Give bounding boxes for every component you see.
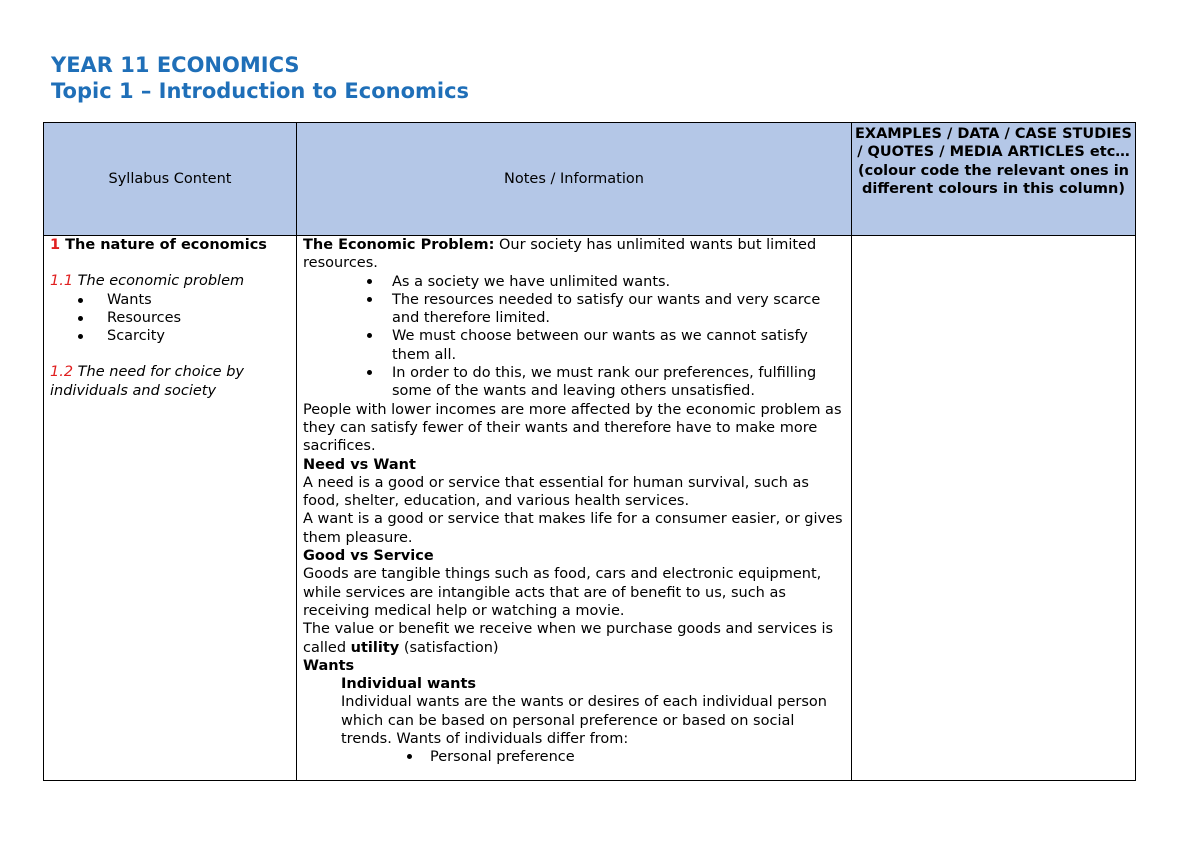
table-body-row bbox=[44, 236, 1136, 781]
subsection-2-title: The need for choice by individuals and society bbox=[50, 364, 244, 399]
want-paragraph: A want is a good or service that makes life for a consumer easier, or gives them pleasure. bbox=[303, 511, 843, 546]
column-header-examples-note: (colour code the relevant ones in different colours in this column) bbox=[857, 162, 1129, 197]
list-item: In order to do this, we must rank our preferences, fulfilling some of the wants and leaving others unsatisfied. bbox=[303, 364, 845, 401]
table-header-row bbox=[44, 123, 1136, 236]
column-header-notes: Notes / Information bbox=[297, 123, 852, 236]
document-header bbox=[51, 52, 469, 104]
document-subtitle: Topic 1 – Introduction to Economics bbox=[51, 79, 470, 103]
list-item: Wants bbox=[50, 291, 292, 309]
list-item: Scarcity bbox=[50, 327, 292, 345]
notes-cell bbox=[297, 236, 852, 781]
list-item: We must choose between our wants as we cannot satisfy them all. bbox=[303, 327, 845, 364]
economic-problem-list bbox=[303, 273, 845, 401]
individual-wants-list bbox=[303, 748, 845, 766]
utility-term: utility bbox=[350, 639, 400, 656]
list-item: Personal preference bbox=[303, 748, 845, 766]
section-number: 1 bbox=[50, 237, 61, 253]
section-title: The nature of economics bbox=[60, 237, 267, 253]
need-vs-want-heading: Need vs Want bbox=[303, 456, 416, 473]
subsection-1 bbox=[50, 272, 292, 290]
economic-problem-text: Our society has unlimited wants but limited resources. bbox=[303, 237, 817, 272]
wants-heading: Wants bbox=[303, 657, 355, 674]
low-income-paragraph: People with lower incomes are more affected by the economic problem as they can satisfy fewer of their wants and therefore have to make more sacrifices. bbox=[303, 401, 842, 455]
subsection-2 bbox=[50, 363, 292, 400]
individual-wants-paragraph: Individual wants are the wants or desires of each individual person which can be based on personal preference or based on social trends. Wants of individuals differ from: bbox=[341, 694, 827, 748]
utility-text-post: (satisfaction) bbox=[399, 639, 499, 656]
syllabus-table bbox=[43, 122, 1136, 781]
economic-problem-heading: The Economic Problem: bbox=[303, 237, 495, 253]
subsection-1-list bbox=[50, 291, 292, 346]
column-header-examples-title: EXAMPLES / DATA / CASE STUDIES / QUOTES / MEDIA ARTICLES etc… bbox=[854, 126, 1132, 161]
syllabus-content-cell bbox=[44, 236, 297, 781]
utility-text-pre: The value or benefit we receive when we purchase goods and services is called bbox=[303, 621, 834, 656]
column-header-syllabus: Syllabus Content bbox=[44, 123, 297, 236]
utility-paragraph bbox=[303, 620, 845, 657]
goods-paragraph: Goods are tangible things such as food, cars and electronic equipment, while services are intangible acts that are of benefit to us, such as receiving medical help or watching a movie. bbox=[303, 566, 822, 619]
list-item: The resources needed to satisfy our wants and very scarce and therefore limited. bbox=[303, 291, 845, 328]
subsection-1-number: 1.1 bbox=[50, 273, 74, 290]
list-item: Resources bbox=[50, 309, 292, 327]
subsection-2-number: 1.2 bbox=[50, 364, 74, 381]
need-paragraph: A need is a good or service that essential for human survival, such as food, shelter, education, and various health services. bbox=[303, 474, 809, 510]
section-heading bbox=[50, 236, 292, 254]
good-vs-service-heading: Good vs Service bbox=[303, 548, 434, 565]
examples-cell bbox=[852, 236, 1136, 781]
subsection-1-title: The economic problem bbox=[73, 273, 245, 290]
column-header-examples bbox=[852, 123, 1136, 236]
document-title: YEAR 11 ECONOMICS bbox=[51, 53, 300, 77]
economic-problem-para bbox=[303, 236, 845, 273]
list-item: As a society we have unlimited wants. bbox=[303, 273, 845, 291]
individual-wants-heading: Individual wants bbox=[341, 676, 477, 693]
